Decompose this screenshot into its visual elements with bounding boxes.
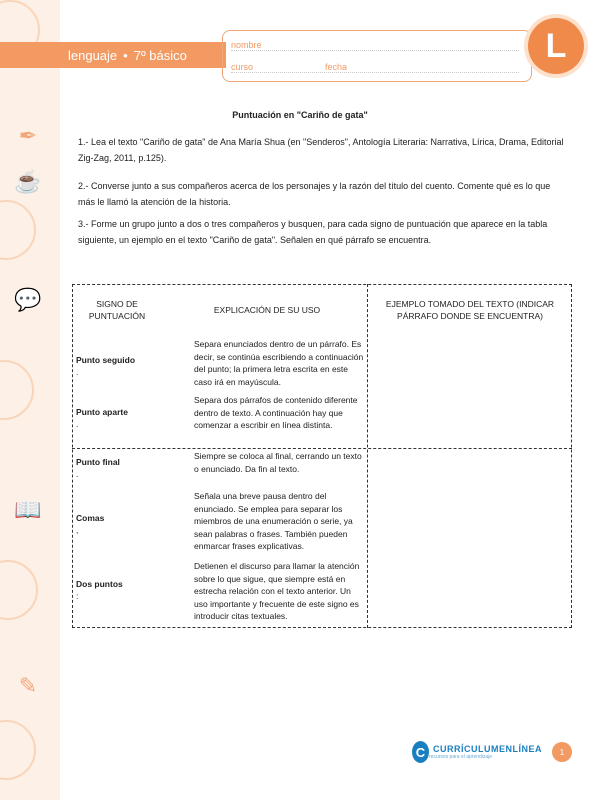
feather-icon: ✒ [18, 123, 38, 148]
subject-banner [0, 42, 226, 68]
signo-mark: . [76, 367, 79, 377]
table-border-left [72, 284, 73, 628]
instruction-1: 1.- Lea el texto "Cariño de gata" de Ana María Shua (en "Senderos", Antología Literaria: Narrativa, Lírica, Drama, Editorial Zig-Zag, 2011, p.125). [78, 137, 564, 163]
punctuation-table [72, 284, 572, 628]
explicacion-cell: Siempre se coloca al final, cerrando un texto o enunciado. Da fin al texto. [194, 451, 362, 474]
table-border-bottom [72, 627, 572, 628]
signo-name: Comas [76, 513, 105, 523]
course-label: curso [231, 62, 254, 72]
table-row-divider [72, 448, 572, 449]
page-number: 1 [559, 747, 565, 757]
course-date-field[interactable] [231, 61, 519, 73]
logo-letter: L [545, 26, 567, 65]
explicacion-cell: Separa dos párrafos de contenido diferente dentro de texto. A continuación hay que comenzar a escribir en línea distinta. [194, 395, 358, 431]
explicacion-cell: Detienen el discurso para llamar la atención sobre lo que sigue, que siempre está en estrecha relación con el texto anterior. Un uso importante y frecuente de este signo es introducir citas textuales. [194, 561, 360, 622]
brand-text-block [429, 744, 542, 760]
footer-brand-logo[interactable] [412, 738, 542, 766]
signo-mark: : [76, 591, 79, 601]
signo-cell [76, 456, 166, 480]
decorative-sidebar [0, 0, 60, 800]
date-label: fecha [325, 62, 348, 72]
table-border-right [571, 284, 572, 628]
header-explicacion: EXPLICACIÓN DE SU USO [213, 305, 321, 315]
table-column-divider [367, 284, 368, 628]
pen-icon: ✎ [18, 673, 38, 698]
signo-mark: . [76, 469, 79, 479]
signo-cell [76, 354, 166, 378]
page-number-badge [552, 742, 572, 762]
signo-name: Punto final [76, 457, 120, 467]
subject-label: lenguaje [68, 47, 118, 63]
signo-mark: . [76, 419, 79, 429]
signo-mark: , [76, 525, 79, 535]
instruction-3: 3.- Forme un grupo junto a dos o tres compañeros y busquen, para cada signo de puntuación que aparece en la tabla siguiente, un ejemplo en el texto "Cariño de gata". Señalen en qué párrafo se encuentra. [78, 219, 548, 245]
header-ejemplo: EJEMPLO TOMADO DEL TEXTO (INDICAR PÁRRAFO DONDE SE ENCUENTRA) [385, 299, 555, 321]
swirl-decoration [0, 560, 38, 620]
brand-tagline: recursos para el aprendizaje [429, 754, 493, 760]
speech-bubble-icon: 💬 [14, 287, 42, 312]
instruction-2: 2.- Converse junto a sus compañeros acerca de los personajes y la razón del título del cuento. Comente qué es lo que más le llamó la atención de la historia. [78, 181, 551, 207]
explicacion-cell: Separa enunciados dentro de un párrafo. Es decir, se continúa escribiendo a continuación del punto; la primera letra escrita en este caso irá en mayúscula. [194, 339, 364, 387]
header-signo: SIGNO DE PUNTUACIÓN [88, 299, 146, 321]
signo-name: Punto aparte [76, 407, 128, 417]
document-title: Puntuación en "Cariño de gata" [232, 110, 368, 120]
signo-cell [76, 578, 166, 602]
name-field[interactable] [231, 39, 519, 51]
book-icon: 📖 [14, 497, 42, 522]
brand-name: CURRÍCULUMENLÍNEA [433, 744, 542, 754]
separator-dot: • [123, 47, 128, 63]
swirl-decoration [0, 720, 36, 780]
swirl-decoration [0, 200, 36, 260]
explicacion-cell: Señala una breve pausa dentro del enunciado. Se emplea para separar los miembros de una enumeración o serie, ya sean palabras o frases. También pueden enmarcar frases explicativas. [194, 491, 353, 552]
name-label: nombre [231, 40, 262, 50]
signo-name: Dos puntos [76, 579, 123, 589]
grade-label: 7º básico [133, 47, 187, 63]
swirl-decoration [0, 360, 34, 420]
signo-cell [76, 512, 166, 536]
table-border-top [72, 284, 572, 285]
subject-logo [528, 18, 584, 74]
teapot-icon: ☕ [14, 169, 42, 194]
signo-name: Punto seguido [76, 355, 136, 365]
signo-cell [76, 406, 166, 430]
student-info-box [222, 30, 532, 82]
brand-c-icon: C [412, 741, 429, 763]
